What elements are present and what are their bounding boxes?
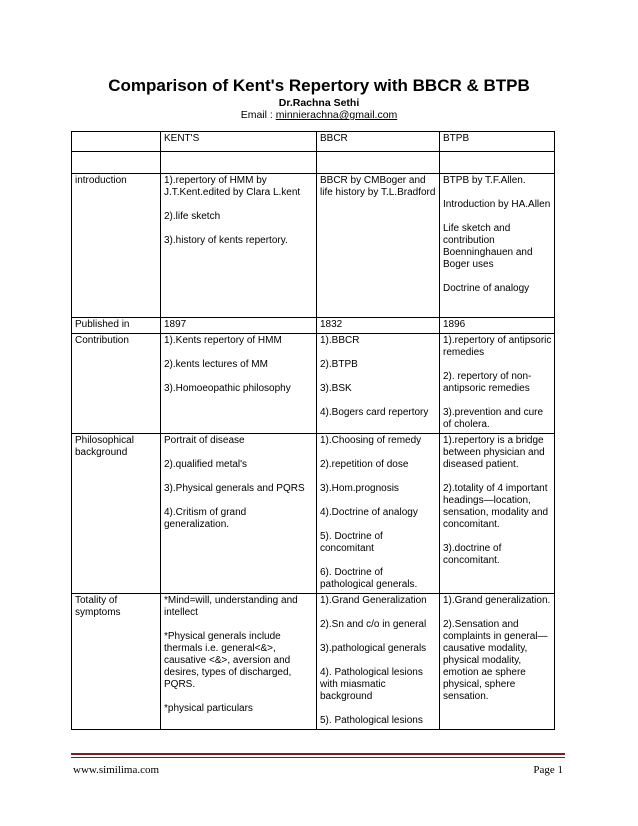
cell-text: 1).Grand Generalization [320, 595, 427, 606]
cell-text: 1).Choosing of remedy [320, 435, 422, 446]
cell-kents [161, 318, 317, 334]
footer-page-number: Page 1 [533, 764, 563, 776]
cell-btpb [440, 434, 555, 594]
cell-text: *Physical generals include thermals i.e. general<&>, causative <&>, aversion and desires, types of discharged, PQRS. [164, 631, 292, 690]
table-row-contribution [72, 334, 555, 434]
author-name: Dr.Rachna Sethi [278, 97, 360, 109]
cell-text: Introduction by HA.Allen [443, 199, 551, 210]
cell-text: 2).totality of 4 important headings—location, sensation, modality and concomitant. [443, 483, 549, 530]
document-title: Comparison of Kent's Repertory with BBCR & BTPB [108, 76, 530, 95]
cell-text: 3).Hom.prognosis [320, 483, 399, 494]
cell-text: 2). repertory of non-antipsoric remedies [443, 371, 532, 394]
cell-text: 3).BSK [320, 383, 352, 394]
cell-text: 2).repetition of dose [320, 459, 409, 470]
row-label: Contribution [72, 334, 161, 434]
cell-text: *Mind=will, understanding and intellect [164, 595, 298, 618]
cell-text: *physical particulars [164, 703, 253, 714]
table-row-published [72, 318, 555, 334]
footer-rule-thin [71, 757, 565, 758]
cell-text: 3).prevention and cure of cholera. [443, 407, 544, 430]
cell-text: BTPB by T.F.Allen. [443, 175, 526, 186]
cell-text: 2).kents lectures of MM [164, 359, 268, 370]
email-link[interactable]: minnierachna@gmail.com [275, 109, 398, 121]
cell-bbcr [317, 334, 440, 434]
header-cell-kents: KENT'S [161, 132, 317, 152]
cell-text: 4).Critism of grand generalization. [164, 507, 247, 530]
cell-text: 1).Kents repertory of HMM [164, 335, 282, 346]
cell-text: 4). Pathological lesions with miasmatic background [320, 667, 423, 702]
cell-text: Life sketch and contribution Boenninghauen and Boger uses [443, 223, 533, 270]
cell-text: 1).BBCR [320, 335, 360, 346]
cell-bbcr [317, 594, 440, 730]
cell-text: 4).Doctrine of analogy [320, 507, 418, 518]
header-cell-bbcr: BBCR [317, 132, 440, 152]
cell-text: 3).Homoeopathic philosophy [164, 383, 291, 394]
cell-text: 2).Sn and c/o in general [320, 619, 427, 630]
cell-text: 2).qualified metal's [164, 459, 248, 470]
cell-btpb [440, 318, 555, 334]
cell-text: 1896 [443, 319, 466, 330]
cell-text: 5). Doctrine of concomitant [320, 531, 383, 554]
cell-text: 1).repertory of HMM by J.T.Kent.edited by Clara L.kent [164, 175, 301, 198]
email-label: Email : [240, 109, 276, 121]
cell-text: 2).Sensation and complaints in general—causative modality, physical modality, emotion ae sphere physical, sphere sensation. [443, 619, 548, 702]
cell-text: 5). Pathological lesions [320, 715, 423, 726]
cell-kents [161, 434, 317, 594]
cell-text: 3).history of kents repertory. [164, 235, 288, 246]
cell-text: 1).repertory is a bridge between physician and diseased patient. [443, 435, 545, 470]
row-label: Totality of symptoms [72, 594, 161, 730]
spacer-cell [440, 152, 555, 174]
cell-text: 3).doctrine of concomitant. [443, 543, 502, 566]
row-label: Philosophical background [72, 434, 161, 594]
cell-text: Portrait of disease [164, 435, 245, 446]
spacer-cell [72, 152, 161, 174]
author-email-line [0, 109, 638, 121]
cell-btpb [440, 594, 555, 730]
cell-text: BBCR by CMBoger and life history by T.L.Bradford [320, 175, 436, 198]
cell-text: 3).pathological generals [320, 643, 427, 654]
table-row-introduction [72, 174, 555, 318]
row-label: introduction [72, 174, 161, 318]
cell-bbcr [317, 318, 440, 334]
cell-text: 1832 [320, 319, 343, 330]
cell-text: 3).Physical generals and PQRS [164, 483, 305, 494]
cell-text: 1897 [164, 319, 187, 330]
cell-text: 6). Doctrine of pathological generals. [320, 567, 418, 590]
spacer-cell [161, 152, 317, 174]
cell-text: 1).Grand generalization. [443, 595, 551, 606]
cell-kents [161, 174, 317, 318]
cell-text: 2).life sketch [164, 211, 221, 222]
footer-website[interactable]: www.similima.com [73, 764, 160, 776]
cell-text: Doctrine of analogy [443, 283, 530, 294]
cell-text: 1).repertory of antipsoric remedies [443, 335, 552, 358]
cell-text: 4).Bogers card repertory [320, 407, 429, 418]
cell-kents [161, 594, 317, 730]
cell-bbcr [317, 434, 440, 594]
row-label: Published in [72, 318, 161, 334]
footer-rule-thick [71, 753, 565, 755]
comparison-table [71, 131, 555, 730]
cell-btpb [440, 334, 555, 434]
cell-btpb [440, 174, 555, 318]
cell-bbcr [317, 174, 440, 318]
table-row-totality [72, 594, 555, 730]
table-header-row [72, 132, 555, 152]
cell-kents [161, 334, 317, 434]
spacer-row [72, 152, 555, 174]
cell-text: 2).BTPB [320, 359, 358, 370]
header-cell-empty [72, 132, 161, 152]
spacer-cell [317, 152, 440, 174]
table-row-philosophical [72, 434, 555, 594]
header-cell-btpb: BTPB [440, 132, 555, 152]
